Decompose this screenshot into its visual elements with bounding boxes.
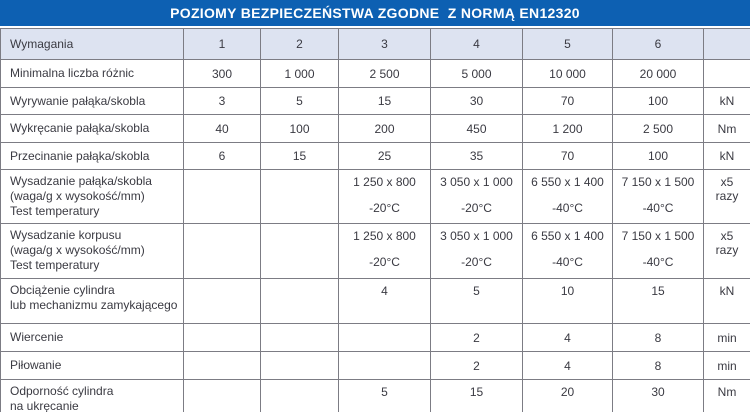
table-row: [1, 279, 750, 324]
weight-height-value: 6 550 x 1 400: [531, 175, 604, 189]
value-cell: [339, 224, 431, 279]
value-cell: [184, 324, 261, 352]
temperature-value: -40°C: [642, 201, 674, 215]
weight-height-value: 6 550 x 1 400: [531, 229, 604, 243]
value-cell: [339, 352, 431, 380]
unit-cell: kN: [704, 143, 750, 170]
unit-cell: [704, 224, 750, 279]
value-cell: [613, 170, 704, 224]
row-label: Wykręcanie pałąka/skobla: [1, 115, 184, 143]
weight-height-value: 1 250 x 800: [353, 229, 416, 243]
unit-cell: min: [704, 352, 750, 380]
header-level-3: 3: [339, 29, 431, 60]
table-row: [1, 380, 750, 412]
row-label: [1, 279, 184, 324]
row-label-line: (waga/g x wysokość/mm): [10, 189, 145, 203]
row-label-line: Obciążenie cylindra: [10, 283, 115, 297]
temperature-value: -20°C: [369, 255, 400, 269]
value-cell: 15: [339, 88, 431, 115]
header-level-2: 2: [261, 29, 339, 60]
value-cell: 25: [339, 143, 431, 170]
row-label-line: (waga/g x wysokość/mm): [10, 243, 145, 257]
table-row: [1, 88, 750, 115]
table-row: [1, 324, 750, 352]
value-cell: [339, 170, 431, 224]
weight-height-value: 7 150 x 1 500: [621, 229, 695, 243]
value-cell: [431, 170, 523, 224]
value-cell: 4: [339, 279, 431, 324]
value-cell: 2: [431, 352, 523, 380]
row-label-line: Test temperatury: [10, 204, 100, 218]
row-label: Wiercenie: [1, 324, 184, 352]
row-label: [1, 224, 184, 279]
value-cell: 10 000: [523, 60, 613, 88]
value-cell: 100: [261, 115, 339, 143]
weight-height-value: 1 250 x 800: [353, 175, 416, 189]
unit-line: razy: [715, 243, 739, 257]
header-row: [1, 29, 750, 60]
header-level-5: 5: [523, 29, 613, 60]
row-label-line: Test temperatury: [10, 258, 100, 272]
value-cell: [184, 279, 261, 324]
unit-line: x5: [720, 229, 734, 243]
row-label-line: Wysadzanie korpusu: [10, 228, 122, 242]
value-cell: [261, 224, 339, 279]
value-cell: [261, 352, 339, 380]
value-cell: 5: [339, 380, 431, 412]
row-label: Minimalna liczba różnic: [1, 60, 184, 88]
temperature-value: -20°C: [461, 255, 492, 269]
weight-height-value: 3 050 x 1 000: [440, 175, 513, 189]
value-cell: 20 000: [613, 60, 704, 88]
temperature-value: -40°C: [552, 255, 583, 269]
temperature-value: -20°C: [369, 201, 400, 215]
header-unit: [704, 29, 750, 60]
table-title-bar: [0, 0, 750, 26]
table-row: [1, 352, 750, 380]
value-cell: [261, 279, 339, 324]
unit-cell: [704, 60, 750, 88]
value-cell: 40: [184, 115, 261, 143]
unit-cell: Nm: [704, 380, 750, 412]
value-cell: 70: [523, 88, 613, 115]
weight-height-value: 7 150 x 1 500: [621, 175, 695, 189]
value-cell: 100: [613, 143, 704, 170]
value-cell: 2 500: [339, 60, 431, 88]
value-cell: 5: [431, 279, 523, 324]
temperature-value: -40°C: [642, 255, 674, 269]
value-cell: [261, 324, 339, 352]
value-cell: [613, 224, 704, 279]
value-cell: 30: [613, 380, 704, 412]
value-cell: 15: [431, 380, 523, 412]
temperature-value: -40°C: [552, 201, 583, 215]
row-label: Piłowanie: [1, 352, 184, 380]
value-cell: 5: [261, 88, 339, 115]
header-level-4: 4: [431, 29, 523, 60]
value-cell: 35: [431, 143, 523, 170]
table-row: [1, 224, 750, 279]
value-cell: [184, 380, 261, 412]
value-cell: [261, 380, 339, 412]
unit-cell: kN: [704, 279, 750, 324]
value-cell: 1 000: [261, 60, 339, 88]
value-cell: 15: [613, 279, 704, 324]
row-label: Wyrywanie pałąka/skobla: [1, 88, 184, 115]
value-cell: 1 200: [523, 115, 613, 143]
row-label-line: na ukręcanie: [10, 399, 79, 412]
value-cell: 2: [431, 324, 523, 352]
value-cell: 30: [431, 88, 523, 115]
value-cell: [339, 324, 431, 352]
row-label-line: lub mechanizmu zamykającego: [10, 298, 178, 312]
header-requirements: Wymagania: [1, 29, 184, 60]
unit-cell: [704, 170, 750, 224]
value-cell: 15: [261, 143, 339, 170]
value-cell: 20: [523, 380, 613, 412]
row-label-line: Odporność cylindra: [10, 384, 114, 398]
value-cell: 3: [184, 88, 261, 115]
value-cell: [184, 224, 261, 279]
unit-line: x5: [720, 175, 734, 189]
value-cell: 8: [613, 352, 704, 380]
value-cell: [523, 170, 613, 224]
unit-cell: Nm: [704, 115, 750, 143]
header-level-1: 1: [184, 29, 261, 60]
weight-height-value: 3 050 x 1 000: [440, 229, 513, 243]
value-cell: 200: [339, 115, 431, 143]
value-cell: [431, 224, 523, 279]
unit-line: razy: [715, 189, 739, 203]
temperature-value: -20°C: [461, 201, 492, 215]
unit-cell: min: [704, 324, 750, 352]
table-row: [1, 115, 750, 143]
header-level-6: 6: [613, 29, 704, 60]
value-cell: 4: [523, 324, 613, 352]
row-label-line: Wysadzanie pałąka/skobla: [10, 174, 152, 188]
table-row: [1, 60, 750, 88]
value-cell: 10: [523, 279, 613, 324]
row-label: [1, 380, 184, 412]
table-row: [1, 170, 750, 224]
table-row: [1, 143, 750, 170]
row-label: Przecinanie pałąka/skobla: [1, 143, 184, 170]
value-cell: 2 500: [613, 115, 704, 143]
value-cell: 4: [523, 352, 613, 380]
value-cell: 5 000: [431, 60, 523, 88]
row-label: [1, 170, 184, 224]
value-cell: 100: [613, 88, 704, 115]
security-levels-table: [0, 28, 750, 412]
value-cell: 70: [523, 143, 613, 170]
value-cell: 8: [613, 324, 704, 352]
value-cell: [184, 170, 261, 224]
table-title: POZIOMY BEZPIECZEŃSTWA ZGODNE Z NORMĄ EN12320: [170, 5, 580, 21]
value-cell: [261, 170, 339, 224]
value-cell: 6: [184, 143, 261, 170]
unit-cell: kN: [704, 88, 750, 115]
value-cell: 300: [184, 60, 261, 88]
value-cell: [184, 352, 261, 380]
value-cell: 450: [431, 115, 523, 143]
value-cell: [523, 224, 613, 279]
